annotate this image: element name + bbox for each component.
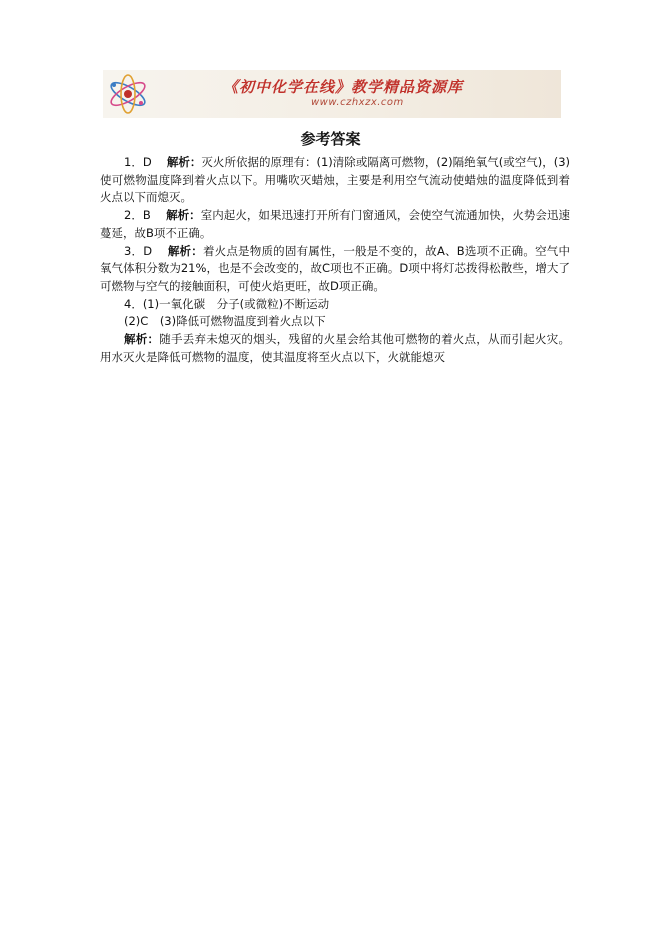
answer-4-text: 随手丢弃未熄灭的烟头，残留的火星会给其他可燃物的着火点，从而引起火灾。用水灭火是降低可燃物的温度，使其温度将至火点以下，火就能熄灭 [100,332,571,364]
answer-3-text: 着火点是物质的固有属性，一般是不变的，故A、B选项不正确。空气中氧气体积分数为21%，也是不会改变的，故C项也不正确。D项中将灯芯拨得松散些，增大了可燃物与空气的接触面积，可使火焰更旺，故D项正确。 [100,243,570,293]
answer-3-label: 解析： [167,243,203,258]
answer-4-label: 解析： [124,332,160,347]
answer-4-line1: 4．(1)一氧化碳 分子(或微粒)不断运动 [124,296,330,311]
answer-3 [100,243,570,296]
answer-4-line2: (2)C (3)降低可燃物温度到着火点以下 [124,314,326,329]
answer-1-text: 灭火所依据的原理有：(1)清除或隔离可燃物，(2)隔绝氧气(或空气)，(3)使可燃物温度降到着火点以下。用嘴吹灭蜡烛，主要是利用空气流动使蜡烛的温度降低到着火点以下而熄灭。 [100,155,571,205]
answer-3-number: 3．D [124,243,153,258]
answer-2-number: 2．B [124,208,151,223]
atom-icon [105,72,151,116]
answer-2-label: 解析： [166,208,201,223]
answer-2 [100,207,570,242]
answer-1-number: 1．D [124,155,152,169]
page-title: 参考答案 [300,130,361,148]
answer-1-label: 解析： [166,155,202,169]
banner-title: 《初中化学在线》教学精品资源库 [223,78,464,96]
answer-4 [100,331,570,366]
answer-list [100,154,570,366]
header-banner [103,70,561,118]
answer-1 [100,154,570,207]
answer-2-text: 室内起火，如果迅速打开所有门窗通风，会使空气流通加快，火势会迅速蔓延，故B项不正确。 [100,208,570,240]
banner-url: www.czhxzx.com [311,97,404,108]
